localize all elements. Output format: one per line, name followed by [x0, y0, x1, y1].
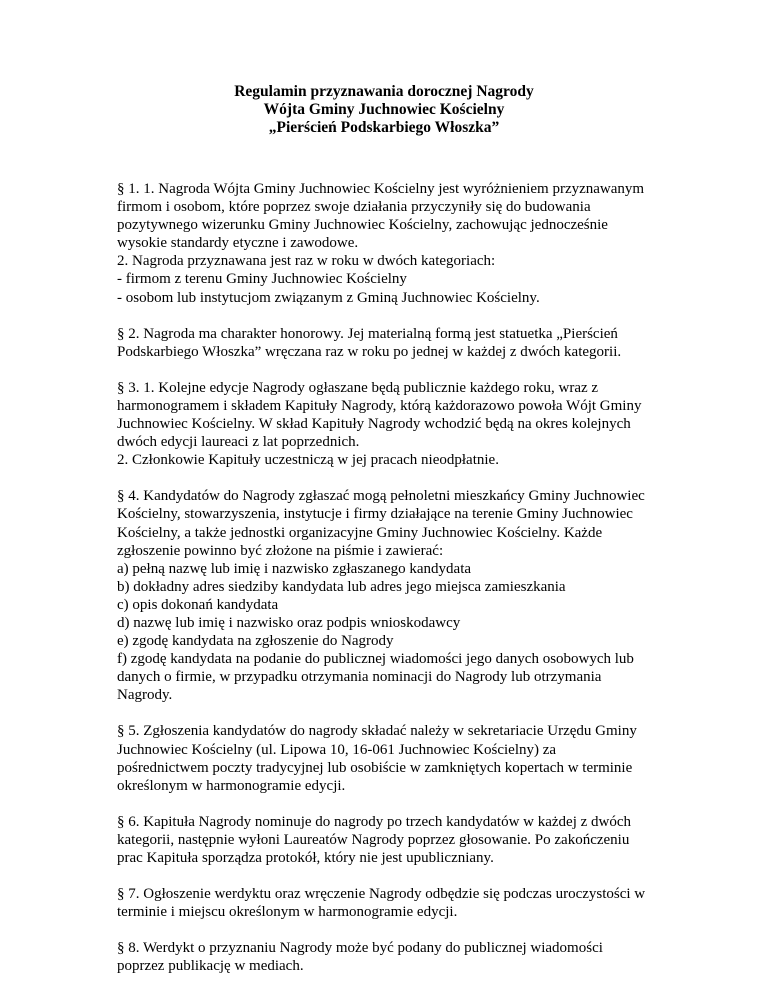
- paragraph-line: poprzez publikację w mediach.: [117, 958, 304, 975]
- paragraph-3: [117, 379, 677, 469]
- paragraph-line: Podskarbiego Włoszka” wręczana raz w roku po jednej w każdej z dwóch kategorii.: [117, 343, 622, 360]
- paragraph-7: [117, 885, 677, 921]
- paragraph-line: 2. Nagroda przyznawana jest raz w roku w dwóch kategoriach:: [117, 253, 496, 270]
- document-title: [0, 83, 768, 137]
- paragraph-line: zgłoszenie powinno być złożone na piśmie i zawierać:: [117, 542, 444, 559]
- title-line-2: Wójta Gminy Juchnowiec Kościelny: [263, 101, 505, 118]
- paragraph-line: § 7. Ogłoszenie werdyktu oraz wręczenie Nagrody odbędzie się podczas uroczystości w: [117, 886, 646, 903]
- paragraph-line: § 5. Zgłoszenia kandydatów do nagrody składać należy w sekretariacie Urzędu Gminy: [117, 723, 637, 740]
- paragraph-line: firmom i osobom, które poprzez swoje działania przyczyniły się do budowania: [117, 199, 591, 216]
- paragraph-line: § 2. Nagroda ma charakter honorowy. Jej materialną formą jest statuetka „Pierścień: [117, 325, 618, 342]
- paragraph-line: d) nazwę lub imię i nazwisko oraz podpis wnioskodawcy: [117, 614, 461, 631]
- paragraph-line: pozytywnego wizerunku Gminy Juchnowiec Kościelny, zachowując jednocześnie: [117, 217, 608, 234]
- title-line-1: Regulamin przyznawania dorocznej Nagrody: [234, 83, 534, 100]
- paragraph-line: kategorii, następnie wyłoni Laureatów Nagrody poprzez głosowanie. Po zakończeniu: [117, 831, 630, 848]
- paragraph-line: c) opis dokonań kandydata: [117, 596, 279, 613]
- paragraph-line: f) zgodę kandydata na podanie do publicznej wiadomości jego danych osobowych lub: [117, 651, 634, 668]
- paragraph-2: [117, 325, 677, 361]
- paragraph-line: Juchnowiec Kościelny (ul. Lipowa 10, 16-061 Juchnowiec Kościelny) za: [117, 741, 557, 758]
- paragraph-line: § 4. Kandydatów do Nagrody zgłaszać mogą pełnoletni mieszkańcy Gminy Juchnowiec: [117, 488, 645, 505]
- paragraph-line: pośrednictwem poczty tradycyjnej lub osobiście w zamkniętych kopertach w terminie: [117, 759, 633, 776]
- paragraph-line: § 3. 1. Kolejne edycje Nagrody ogłaszane będą publicznie każdego roku, wraz z: [117, 379, 599, 396]
- title-line-3: „Pierścień Podskarbiego Włoszka”: [268, 119, 500, 136]
- paragraph-line: harmonogramem i składem Kapituły Nagrody, którą każdorazowo powoła Wójt Gminy: [117, 397, 642, 414]
- paragraph-line: Juchnowiec Kościelny. W skład Kapituły Nagrody wchodzić będą na okres kolejnych: [117, 416, 631, 433]
- paragraph-line: - osobom lub instytucjom związanym z Gminą Juchnowiec Kościelny.: [117, 289, 540, 306]
- paragraph-line: Kościelny, a także jednostki organizacyjne Gminy Juchnowiec Kościelny. Każde: [117, 524, 603, 541]
- paragraph-line: b) dokładny adres siedziby kandydata lub adres jego miejsca zamieszkania: [117, 578, 566, 595]
- paragraph-line: § 1. 1. Nagroda Wójta Gminy Juchnowiec Kościelny jest wyróżnieniem przyznawanym: [117, 181, 645, 197]
- paragraph-1: [117, 180, 677, 307]
- paragraph-line: § 8. Werdykt o przyznaniu Nagrody może być podany do publicznej wiadomości: [117, 940, 603, 957]
- paragraph-5: [117, 722, 677, 794]
- paragraph-line: Nagrody.: [117, 687, 173, 704]
- paragraph-line: określonym w harmonogramie edycji.: [117, 777, 346, 794]
- paragraph-line: 2. Członkowie Kapituły uczestniczą w jej pracach nieodpłatnie.: [117, 452, 499, 469]
- paragraph-line: a) pełną nazwę lub imię i nazwisko zgłaszanego kandydata: [117, 560, 472, 577]
- paragraph-line: Kościelny, stowarzyszenia, instytucje i firmy działające na terenie Gminy Juchnowiec: [117, 506, 633, 523]
- paragraph-line: danych o firmie, w przypadku otrzymania nominacji do Nagrody lub otrzymania: [117, 669, 602, 686]
- paragraph-line: prac Kapituła sporządza protokół, który nie jest upubliczniany.: [117, 850, 494, 866]
- paragraph-line: dwóch edycji laureaci z lat poprzednich.: [117, 434, 360, 451]
- document-body: [117, 180, 677, 993]
- paragraph-4: [117, 487, 677, 704]
- paragraph-8: [117, 939, 677, 975]
- paragraph-line: e) zgodę kandydata na zgłoszenie do Nagrody: [117, 633, 394, 650]
- paragraph-line: wysokie standardy etyczne i zawodowe.: [117, 235, 359, 252]
- paragraph-6: [117, 813, 677, 867]
- paragraph-line: § 6. Kapituła Nagrody nominuje do nagrody po trzech kandydatów w każdej z dwóch: [117, 813, 632, 830]
- paragraph-line: - firmom z terenu Gminy Juchnowiec Kościelny: [117, 271, 407, 288]
- paragraph-line: terminie i miejscu określonym w harmonogramie edycji.: [117, 904, 458, 921]
